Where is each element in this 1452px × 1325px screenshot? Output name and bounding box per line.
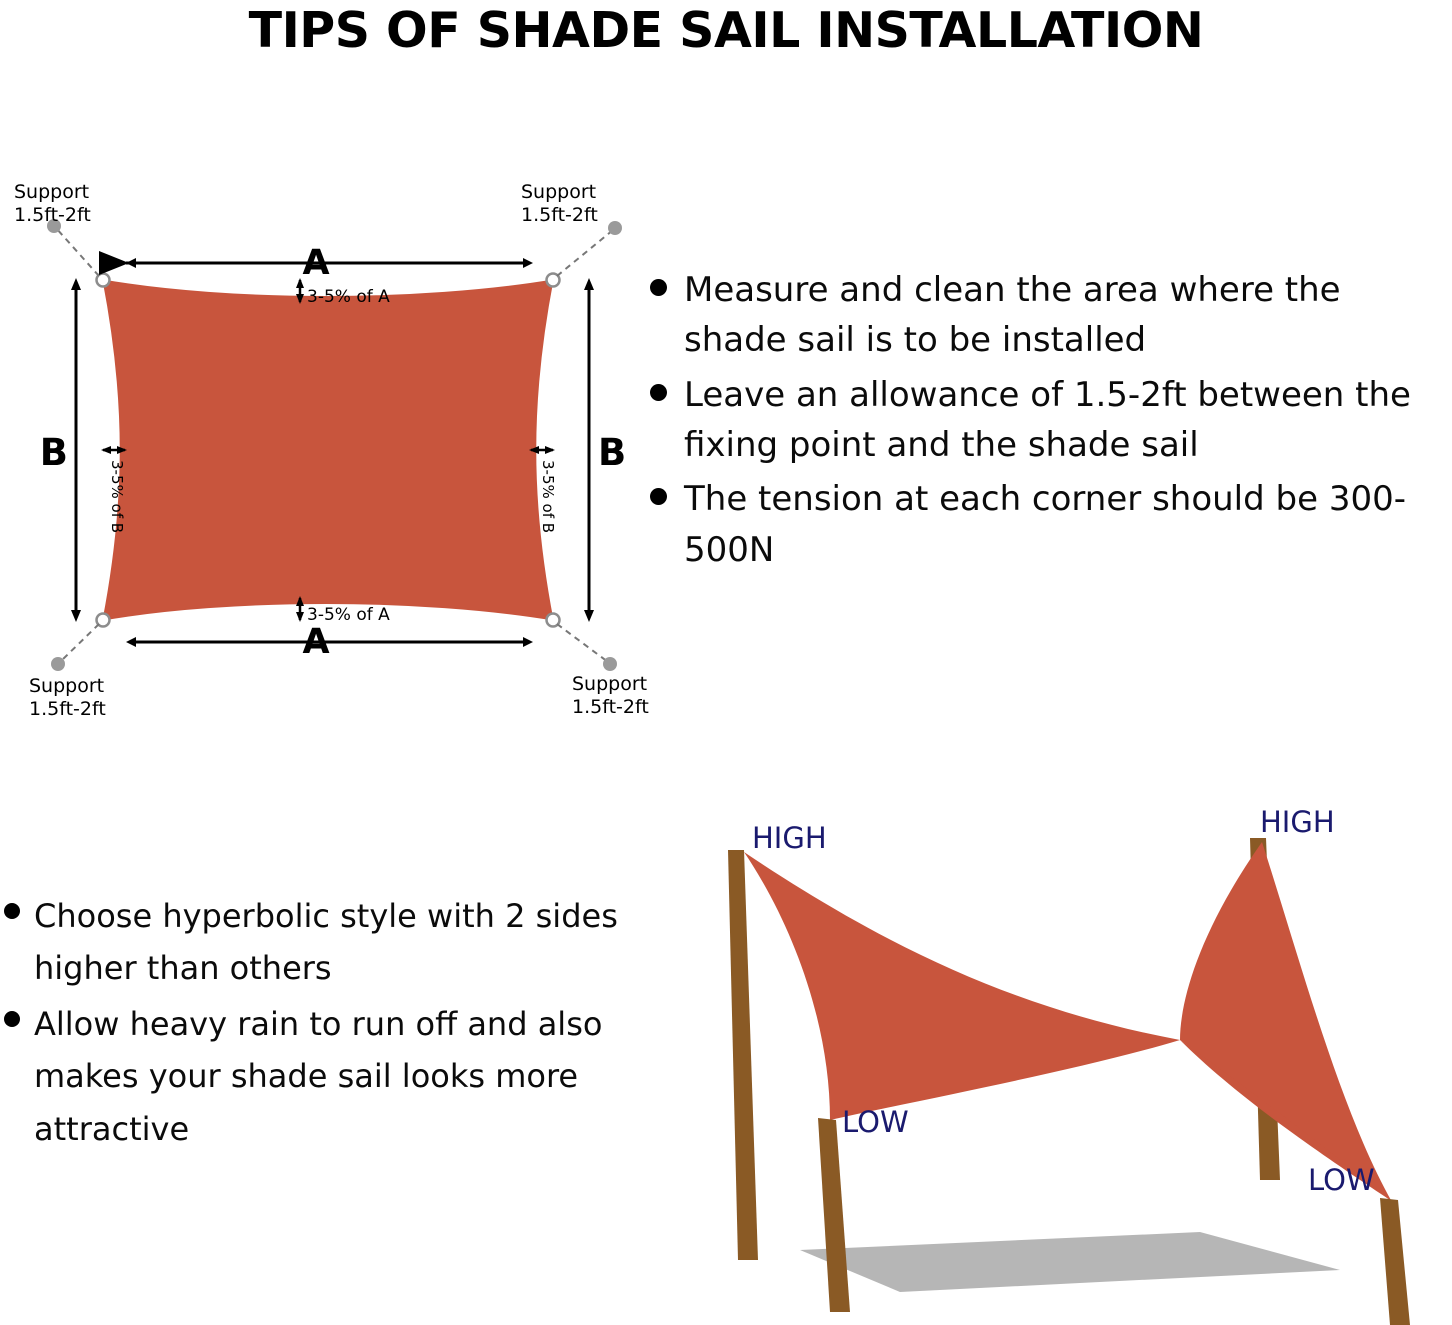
curve-label-left: 3-5% of B — [108, 460, 126, 534]
label-low-right: LOW — [1308, 1163, 1375, 1197]
dim-label-left-B: B — [39, 431, 68, 474]
tip-text: Measure and clean the area where the shade sail is to be installed — [684, 270, 1341, 361]
dim-label-right-B: B — [598, 431, 627, 474]
ground-shadow — [800, 1232, 1340, 1292]
bullet-icon — [4, 903, 20, 919]
pole-high-left — [728, 850, 758, 1260]
support-label-top-right-line2: 1.5ft-2ft — [521, 204, 598, 226]
support-label-top-right-line1: Support — [521, 181, 597, 203]
curve-label-bottom: 3-5% of A — [307, 605, 390, 625]
shade-sail-shape — [103, 280, 553, 620]
list-item — [4, 998, 629, 1154]
curve-label-top: 3-5% of A — [307, 287, 390, 307]
top-tips-list — [650, 265, 1450, 579]
support-label-bottom-left-line1: Support — [29, 675, 105, 697]
top-diagram-container — [0, 150, 660, 750]
support-label-top-left-line1: Support — [14, 181, 90, 203]
bullet-icon — [650, 279, 667, 296]
support-label-bottom-left-line2: 1.5ft-2ft — [29, 698, 106, 720]
tip-text: Leave an allowance of 1.5-2ft between the fixing point and the shade sail — [684, 374, 1411, 465]
pole-low-right — [1380, 1198, 1410, 1325]
bottom-tips-list — [4, 890, 629, 1159]
bullet-icon — [650, 488, 667, 505]
pole-low-left — [818, 1118, 850, 1312]
tip-text: The tension at each corner should be 300-500N — [684, 479, 1406, 570]
list-item — [650, 474, 1450, 575]
label-low-left: LOW — [842, 1105, 909, 1139]
list-item — [4, 890, 629, 994]
label-high-right: HIGH — [1260, 805, 1335, 839]
support-label-bottom-right-line1: Support — [572, 673, 648, 695]
support-dot-top-right — [608, 221, 622, 235]
support-dot-bottom-left — [51, 657, 65, 671]
dim-label-bottom-A: A — [302, 622, 330, 662]
list-item — [650, 265, 1450, 366]
page-title: TIPS OF SHADE SAIL INSTALLATION — [248, 2, 1204, 59]
bullet-icon — [4, 1011, 20, 1027]
bottom-diagram-container — [640, 780, 1452, 1325]
label-high-left: HIGH — [752, 821, 827, 855]
support-label-top-left-line2: 1.5ft-2ft — [14, 204, 91, 226]
hyperbolic-sail-shape — [744, 852, 1180, 1120]
tip-text: Allow heavy rain to run off and also makes your shade sail looks more attractive — [34, 1005, 603, 1148]
list-item — [650, 370, 1450, 471]
bullet-icon — [650, 384, 667, 401]
hyperbolic-sail-shape-3 — [1180, 842, 1392, 1202]
curve-label-right: 3-5% of B — [539, 460, 557, 534]
dim-label-top-A: A — [302, 243, 330, 283]
support-dot-bottom-right — [603, 657, 617, 671]
tip-text: Choose hyperbolic style with 2 sides higher than others — [34, 897, 618, 988]
support-label-bottom-right-line2: 1.5ft-2ft — [572, 696, 649, 718]
